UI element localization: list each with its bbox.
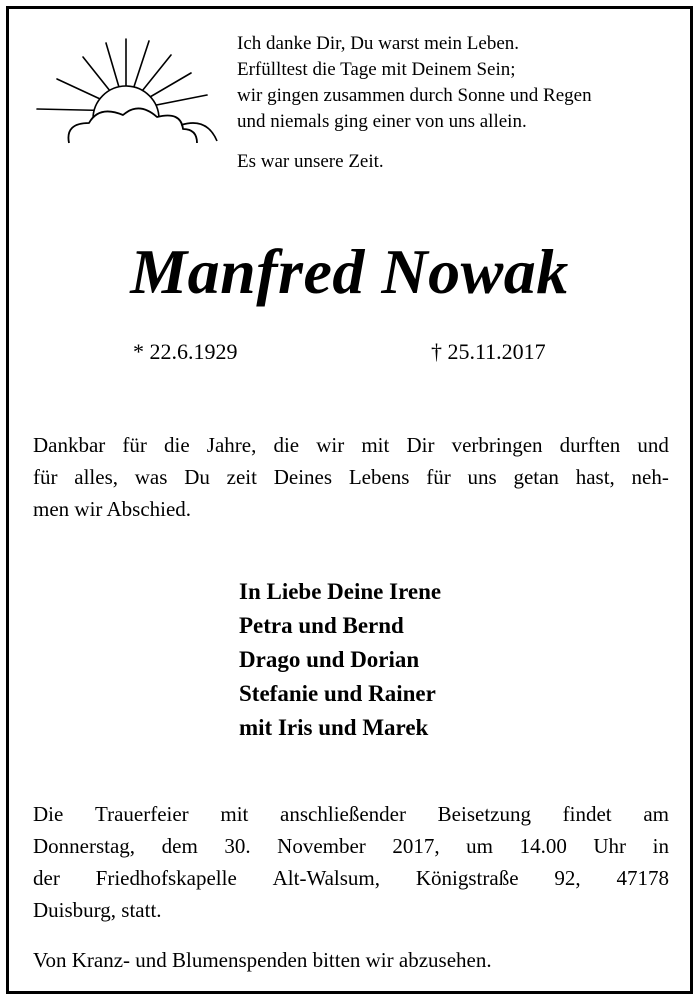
family-signatures <box>239 575 441 745</box>
family-line: Drago und Dorian <box>239 647 420 672</box>
deceased-name: Manfred Nowak <box>130 236 569 307</box>
poem-closing: Es war unsere Zeit. <box>237 151 384 172</box>
service-paragraph <box>33 798 669 926</box>
flowers-note: Von Kranz- und Blumenspenden bitten wir abzusehen. <box>33 948 492 972</box>
poem-line: wir gingen zusammen durch Sonne und Regen <box>237 85 592 106</box>
poem-line: Ich danke Dir, Du warst mein Leben. <box>237 33 520 54</box>
thanks-line: men wir Abschied. <box>33 497 192 521</box>
birth-date: * 22.6.1929 <box>133 339 238 364</box>
poem-line: Erfülltest die Tage mit Deinem Sein; <box>237 59 516 80</box>
family-line: In Liebe Deine Irene <box>239 579 442 604</box>
thanks-line: Dankbar für die Jahre, die wir mit Dir verbringen durften und <box>33 433 669 457</box>
obituary-notice <box>6 6 693 994</box>
family-line: mit Iris und Marek <box>239 715 429 740</box>
service-line: Donnerstag, dem 30. November 2017, um 14.00 Uhr in <box>33 834 669 858</box>
thanks-paragraph <box>33 429 669 525</box>
family-line: Petra und Bernd <box>239 613 404 638</box>
thanks-line: für alles, was Du zeit Deines Lebens für uns getan hast, neh- <box>33 465 669 489</box>
service-line: Duisburg, statt. <box>33 898 162 922</box>
poem-line: und niemals ging einer von uns allein. <box>237 111 527 132</box>
service-line: der Friedhofskapelle Alt-Walsum, Königstraße 92, 47178 <box>33 866 669 890</box>
service-line: Die Trauerfeier mit anschließender Beisetzung findet am <box>33 802 669 826</box>
rising-sun-icon <box>31 31 221 151</box>
poem <box>237 31 677 175</box>
family-line: Stefanie und Rainer <box>239 681 436 706</box>
death-date: † 25.11.2017 <box>431 339 546 364</box>
